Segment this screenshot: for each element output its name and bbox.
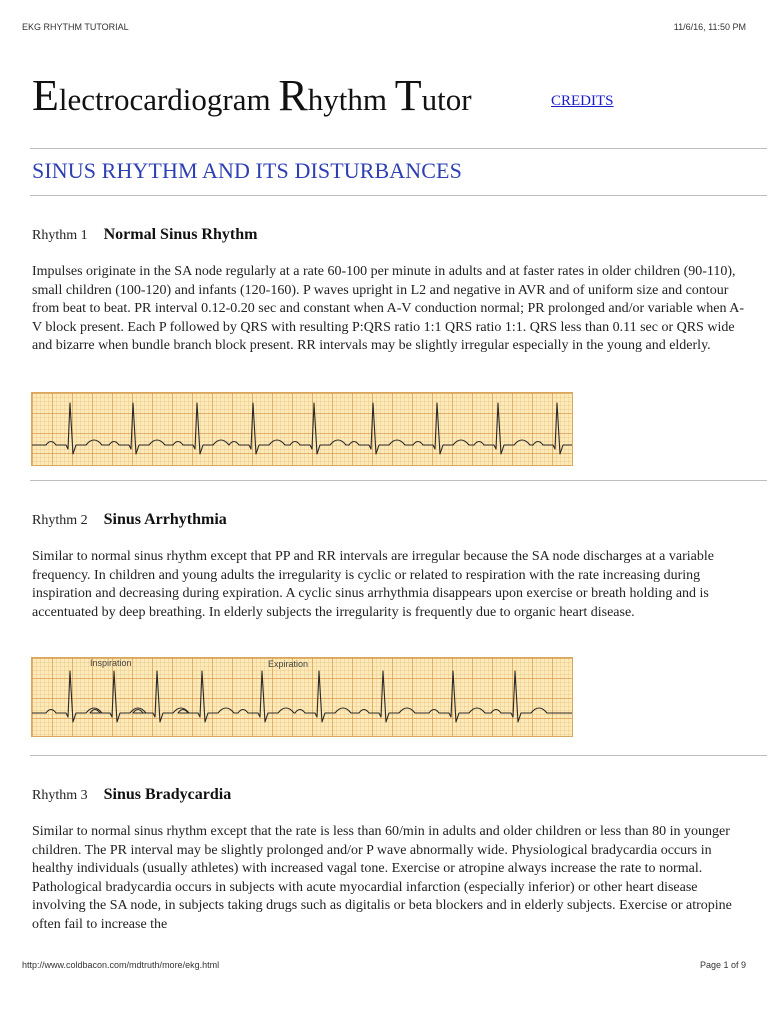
rhythm-number: Rhythm 1 [32,228,88,243]
ecg-strip-normal-sinus [31,392,573,466]
ecg-trace-normal-sinus [32,393,572,465]
rhythm-1-description: Impulses originate in the SA node regularly at a rate 60-100 per minute in adults and at faster rates in older children (90-110), small children (100-120) and infants (120-160). P waves upright in L2 and negative in AVR and of uniform size and contour from beat to beat. PR interval 0.12-0.20 sec and constant when A-V conduction normal; PR prolonged and/or variable when A-V block present. Each P followed by QRS with resulting P:QRS ratio 1:1 QRS ratio 1:1. QRS less than 0.11 sec or QRS wide and bizarre when bundle branch block present. RR intervals may be slightly irregular especially in the young and elderly. [32,264,745,354]
title-word-rhythm: hythm [307,82,387,117]
strip-label-expiration: Expiration [268,659,309,669]
ecg-trace-sinus-arrhythmia [32,658,572,736]
rhythm-name: Sinus Arrhythmia [103,511,227,528]
title-word-tutor: utor [421,82,472,117]
print-header-title: EKG RHYTHM TUTORIAL [22,22,129,32]
divider [30,480,767,481]
ecg-strip-sinus-arrhythmia [31,657,573,737]
rhythm-1-heading [32,226,257,244]
print-footer-url: http://www.coldbacon.com/mdtruth/more/ekg.html [22,960,220,970]
rhythm-name: Normal Sinus Rhythm [103,226,258,243]
rhythm-3-description: Similar to normal sinus rhythm except that the rate is less than 60/min in adults and older children or less than 80 in younger children. The PR interval may be slightly prolonged and/or P wave abnormally wide. Physiological bradycardia occurs in healthy individuals (usually athletes) with increased vagal tone. Exercise or atropine always increase the rate to normal. Pathological bradycardia occurs in subjects with acute myocardial infarction (especially inferior) or other heart disease involving the SA node, in subjects taking drugs such as digitalis or beta blockers and in elderly subjects. Exercise or atropine often fail to increase the [32,824,732,932]
title-word-electrocardiogram: lectrocardiogram [58,82,271,117]
rhythm-3-heading [32,786,231,804]
section-title: SINUS RHYTHM AND ITS DISTURBANCES [32,158,462,183]
print-footer-page-number: Page 1 of 9 [699,960,746,970]
divider [30,195,767,196]
title-initial-e: E [32,71,59,120]
page-title [32,70,472,121]
rhythm-2-heading [32,511,227,529]
title-initial-r: R [278,71,308,120]
title-initial-t: T [394,71,422,120]
strip-label-inspiration: Inspiration [90,658,132,668]
divider [30,755,767,756]
divider [30,148,767,149]
print-header-datetime: 11/6/16, 11:50 PM [673,22,746,32]
rhythm-number: Rhythm 3 [32,788,88,803]
rhythm-2-description: Similar to normal sinus rhythm except that PP and RR intervals are irregular because the SA node discharges at a variable frequency. In children and young adults the irregularity is cyclic or related to respiration with the rate increasing during inspiration and decreasing during expiration. A cyclic sinus arrhythmia disappears upon exercise or breath holding and is accentuated by deep breathing. In elderly subjects the irregularity is frequently due to organic heart disease. [32,549,714,620]
rhythm-name: Sinus Bradycardia [103,786,232,803]
credits-link[interactable]: CREDITS [551,93,614,109]
rhythm-number: Rhythm 2 [32,513,88,528]
